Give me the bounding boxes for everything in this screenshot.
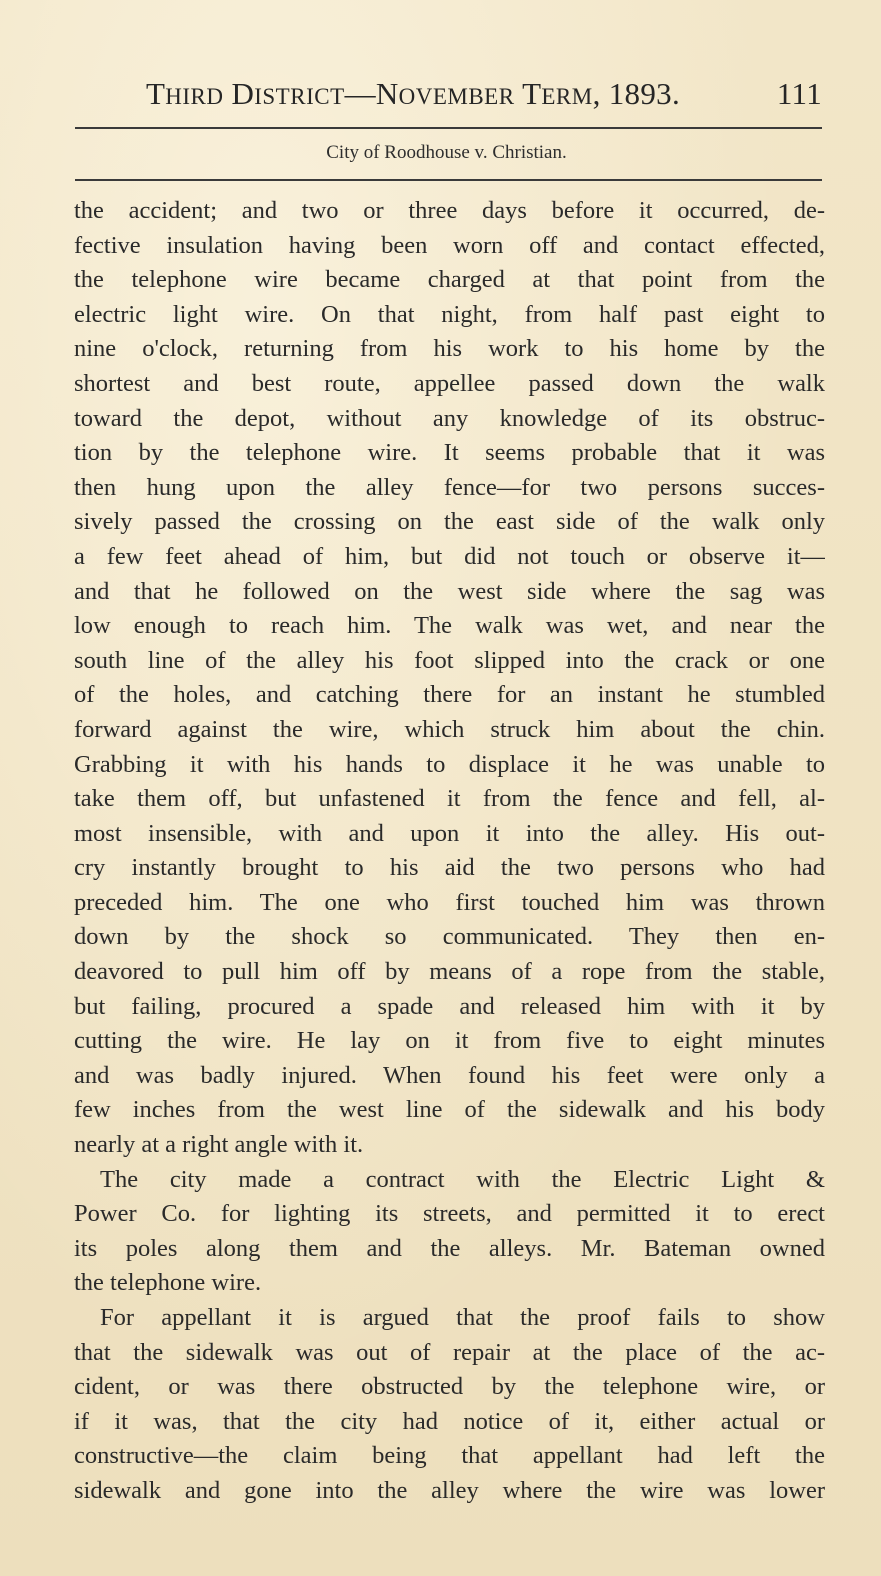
paragraph-start-line: For appellant it is argued that the proof fails to show bbox=[100, 1304, 825, 1331]
text-line: constructive—the claim being that appellant had left the bbox=[74, 1442, 825, 1470]
page-header bbox=[146, 76, 826, 112]
text-line: of the holes, and catching there for an instant he stumbled bbox=[74, 681, 825, 709]
running-head bbox=[0, 142, 881, 164]
text-line: few inches from the west line of the sidewalk and his body bbox=[74, 1096, 825, 1124]
text-line: shortest and best route, appellee passed down the walk bbox=[74, 369, 825, 397]
text-line: south line of the alley his foot slipped into the crack or one bbox=[74, 646, 825, 674]
header-title: THIRD DISTRICT—NOVEMBER TERM, 1893. bbox=[146, 76, 681, 111]
text-line: then hung upon the alley fence—for two persons succes- bbox=[74, 473, 825, 501]
text-line: down by the shock so communicated. They then en- bbox=[74, 923, 825, 951]
text-line: forward against the wire, which struck him about the chin. bbox=[74, 715, 825, 743]
paragraph-end-line: nearly at a right angle with it. bbox=[74, 1131, 364, 1159]
text-line: fective insulation having been worn off and contact effected, bbox=[74, 231, 825, 259]
text-line: and was badly injured. When found his feet were only a bbox=[74, 1061, 825, 1089]
text-line: the accident; and two or three days before it occurred, de- bbox=[74, 197, 825, 224]
text-line: preceded him. The one who first touched him was thrown bbox=[74, 888, 825, 916]
body-text bbox=[74, 194, 825, 1509]
case-caption: City of Roodhouse v. Christian. bbox=[326, 142, 567, 163]
text-line: that the sidewalk was out of repair at the place of the ac- bbox=[74, 1338, 825, 1366]
text-line: deavored to pull him off by means of a rope from the stable, bbox=[74, 958, 825, 986]
text-line: but failing, procured a spade and released him with it by bbox=[74, 992, 825, 1020]
text-line: sidewalk and gone into the alley where the wire was lower bbox=[74, 1476, 825, 1504]
text-line: tion by the telephone wire. It seems probable that it was bbox=[74, 439, 825, 467]
text-line: Grabbing it with his hands to displace it he was unable to bbox=[74, 750, 825, 778]
text-line: Power Co. for lighting its streets, and permitted it to erect bbox=[74, 1200, 825, 1228]
text-line: cident, or was there obstructed by the telephone wire, or bbox=[74, 1373, 825, 1401]
paragraph-start-line: The city made a contract with the Electric Light & bbox=[100, 1165, 825, 1193]
text-line: toward the depot, without any knowledge of its obstruc- bbox=[74, 404, 825, 432]
text-line: take them off, but unfastened it from the fence and fell, al- bbox=[74, 785, 825, 813]
text-line: nine o'clock, returning from his work to his home by the bbox=[74, 335, 825, 363]
text-line: and that he followed on the west side where the sag was bbox=[74, 577, 825, 605]
text-line: sively passed the crossing on the east side of the walk only bbox=[74, 508, 825, 536]
header-rule-top bbox=[75, 127, 822, 129]
text-line: cry instantly brought to his aid the two persons who had bbox=[74, 854, 825, 882]
page-number: 111 bbox=[776, 76, 822, 111]
text-line: cutting the wire. He lay on it from five to eight minutes bbox=[74, 1027, 825, 1055]
text-line: a few feet ahead of him, but did not touch or observe it— bbox=[74, 542, 825, 570]
paragraph-end-line: the telephone wire. bbox=[74, 1269, 262, 1297]
text-line: electric light wire. On that night, from half past eight to bbox=[74, 300, 825, 328]
text-line: if it was, that the city had notice of it, either actual or bbox=[74, 1407, 825, 1435]
text-line: low enough to reach him. The walk was wet, and near the bbox=[74, 612, 825, 640]
text-line: the telephone wire became charged at that point from the bbox=[74, 266, 825, 294]
text-line: its poles along them and the alleys. Mr. Bateman owned bbox=[74, 1234, 825, 1262]
header-rule-bottom bbox=[75, 179, 822, 181]
text-line: most insensible, with and upon it into the alley. His out- bbox=[74, 819, 825, 847]
